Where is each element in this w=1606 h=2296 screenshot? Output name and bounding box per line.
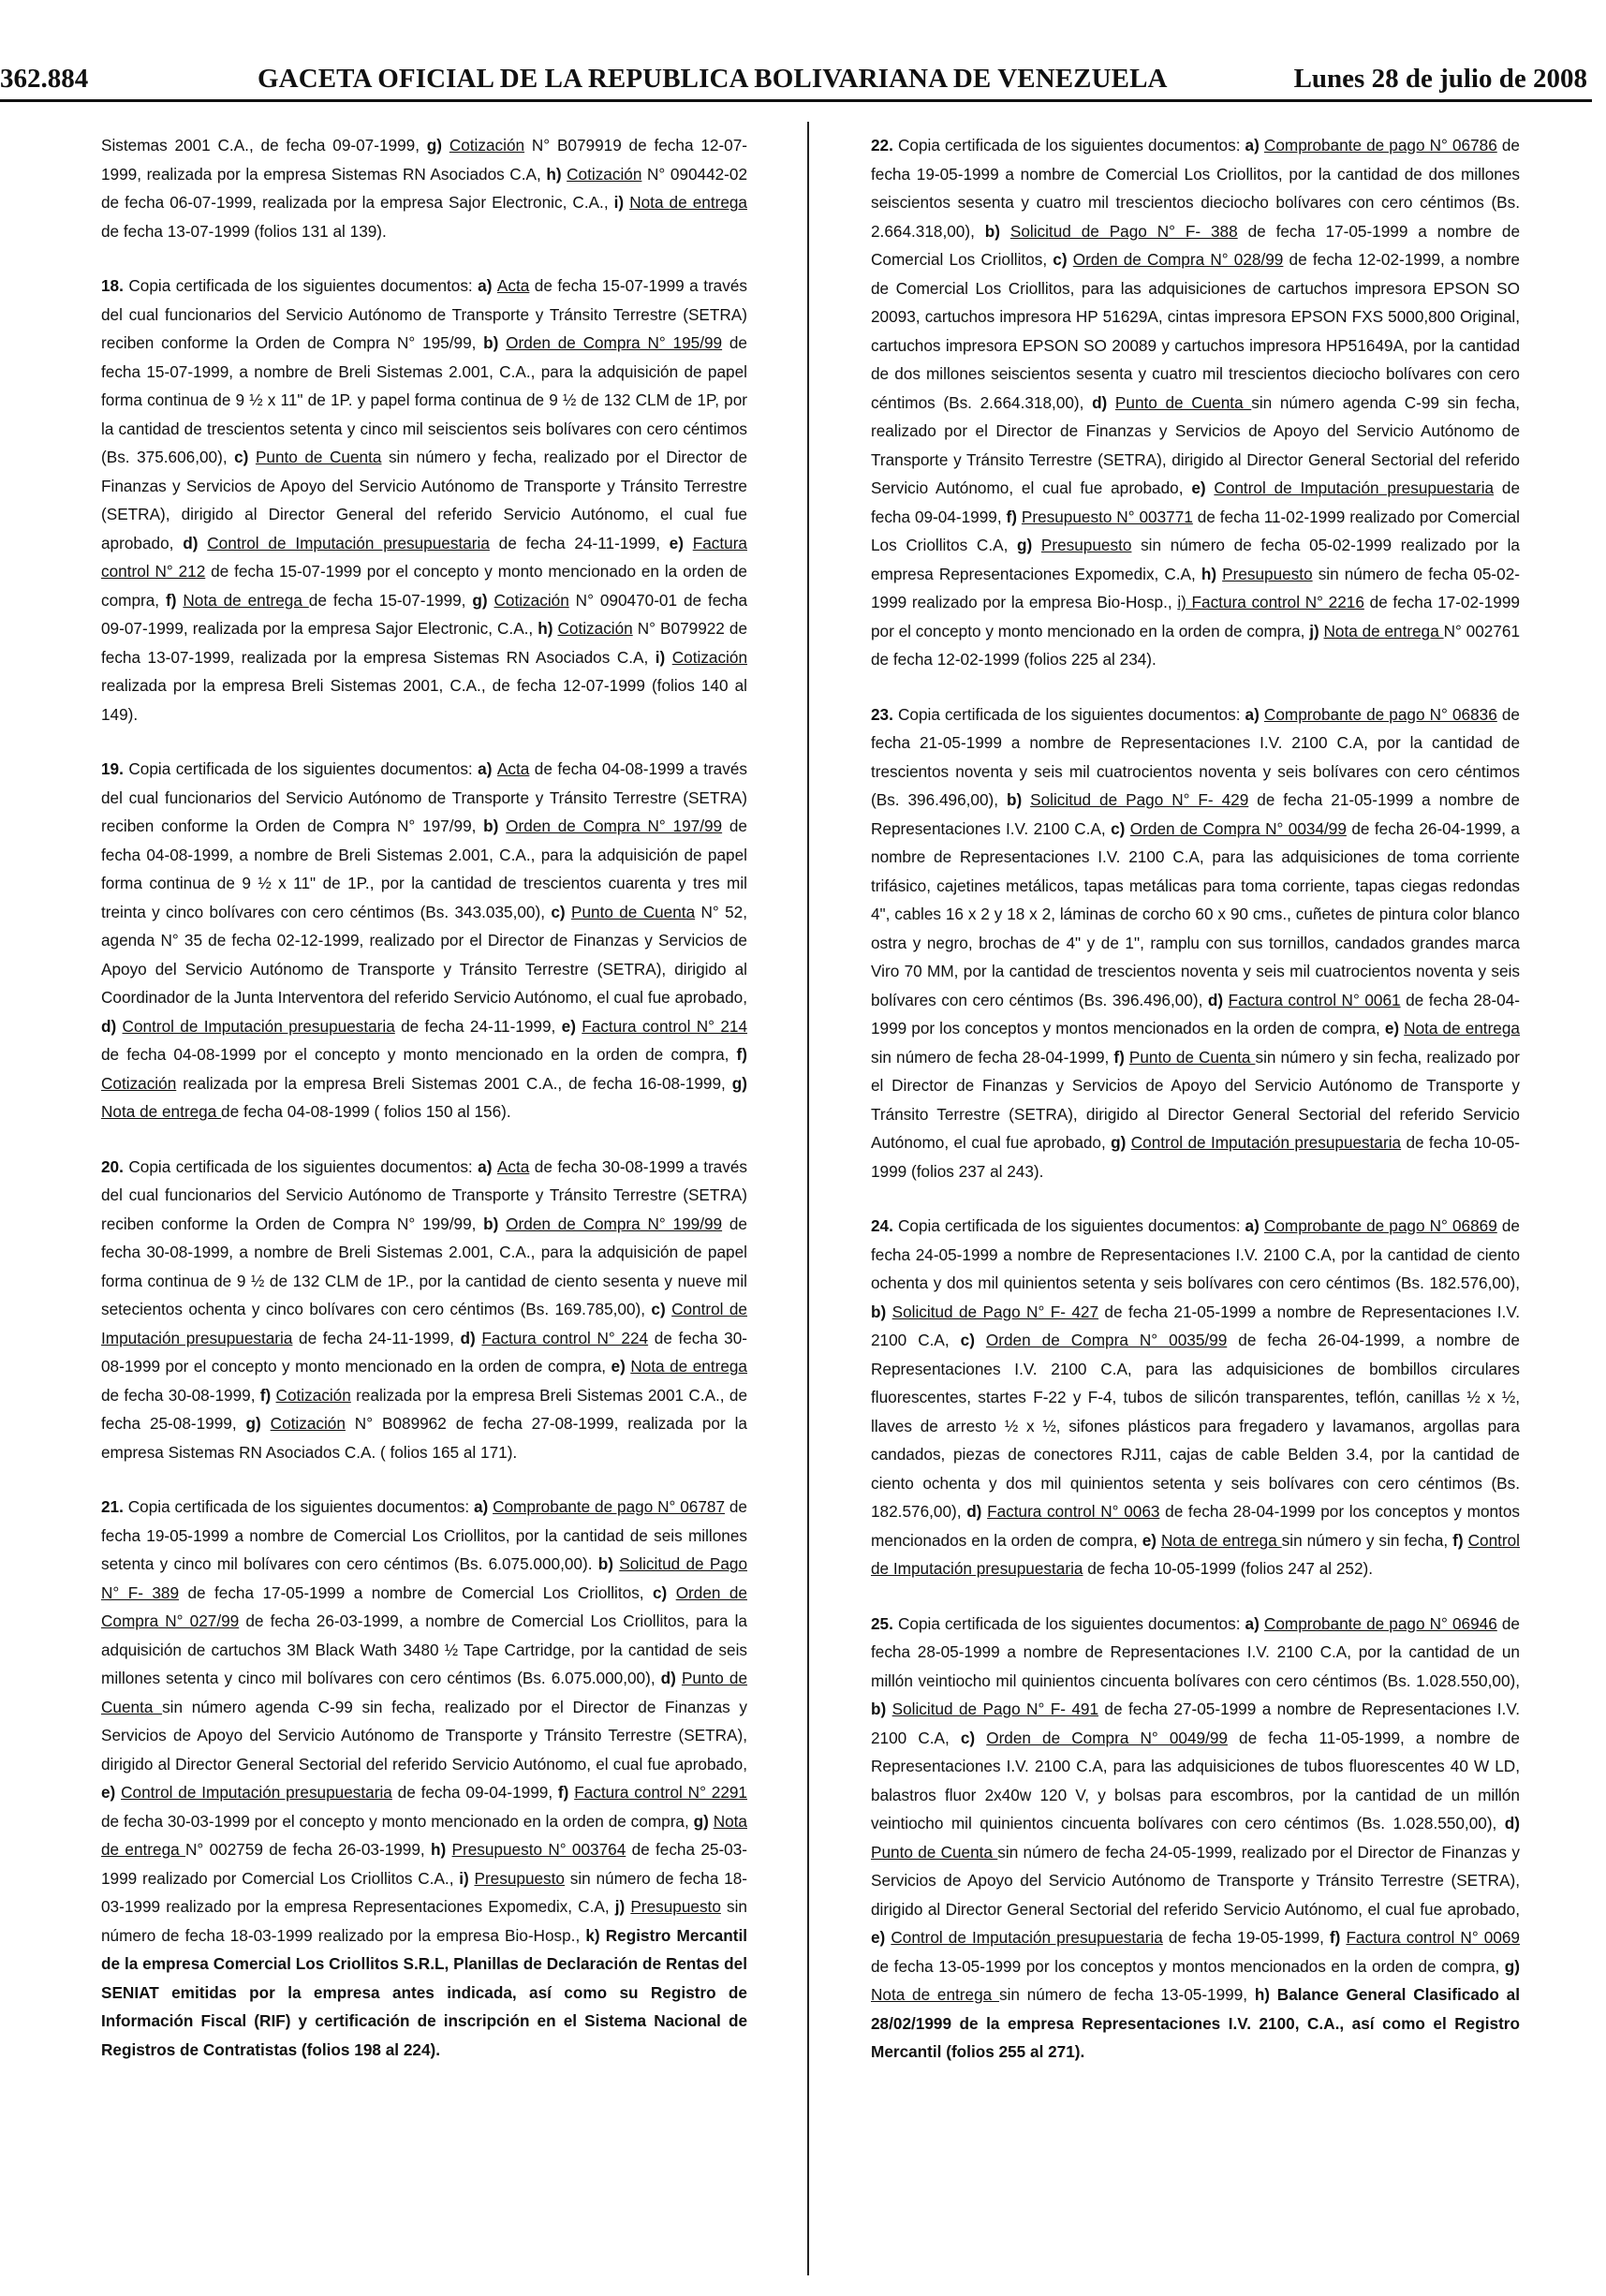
underlined-reference: Control de Imputación presupuestaria bbox=[122, 1016, 395, 1036]
underlined-reference: Cotización bbox=[101, 1073, 177, 1093]
bold-marker: g) bbox=[693, 1811, 714, 1831]
underlined-reference: Orden de Compra N° 027/99 bbox=[101, 1582, 747, 1630]
underlined-reference: Control de Imputación presupuestaria bbox=[871, 1530, 1520, 1578]
underlined-reference: Orden de Compra N° 0049/99 bbox=[986, 1728, 1228, 1747]
text-run: de fecha 30-03-1999 por el concepto y monto mencionado en la orden de compra, bbox=[101, 1811, 694, 1831]
column-divider bbox=[807, 122, 809, 2275]
document-paragraph bbox=[101, 131, 747, 245]
text-run: N° 52, agenda N° 35 de fecha 02-12-1999, realizado por el Director de Finanzas y Servicios de Apoyo del Servicio Autónomo de Transporte y Tránsito Terrestre (SETRA), dirigido al Coordinador de la Junta Interventora del referido Servicio Autónomo, el cual fue aprobado, bbox=[101, 902, 748, 1007]
text-run: de fecha 04-08-1999 por el concepto y monto mencionado en la orden de compra, bbox=[101, 1045, 737, 1064]
text-run: de fecha 12-02-1999, a nombre de Comercial Los Criollitos, para las adquisiciones de cartuchos impresora EPSON SO 20093, cartuchos impresora HP 51629A, cintas impresora EPSON FXS 5000,800 Original, cartuchos impresora EPSON SO 20089 y cartuchos impresora HP51649A, por la cantidad de dos millones seiscientos sesenta y cuatro mil trescientos dieciocho bolívares con cero céntimos (Bs. 2.664.318,00), bbox=[871, 250, 1520, 412]
document-paragraph bbox=[101, 1153, 747, 1467]
text-run: de fecha 17-05-1999 a nombre de Comercial Los Criollitos, bbox=[871, 221, 1521, 269]
bold-marker: k) bbox=[585, 1925, 606, 1945]
text-run: sin número de fecha 24-05-1999, realizado por el Director de Finanzas y Servicios de Apoyo del Servicio Autónomo de Transporte y Tránsito Terrestre (SETRA), dirigido al Director General Sectorial del referido Servicio Autónomo, el cual fue aprobado, bbox=[871, 1842, 1520, 1919]
bold-marker: g) bbox=[731, 1073, 747, 1093]
text-run: de fecha 19-05-1999 a nombre de Comercial Los Criollitos, por la cantidad de dos millones seiscientos sesenta y cuatro mil trescientos dieciocho bolívares con cero céntimos (Bs. 2.664.318,00), bbox=[871, 136, 1520, 241]
text-run: de fecha 24-11-1999, bbox=[489, 533, 670, 552]
text-run: realizada por la empresa Breli Sistemas 2001, C.A., de fecha 12-07-1999 (folios 140 al 149). bbox=[101, 676, 747, 724]
bold-marker: e) bbox=[611, 1357, 631, 1376]
underlined-reference: Comprobante de pago N° 06786 bbox=[1263, 136, 1497, 155]
text-run: realizada por la empresa Breli Sistemas 2001 C.A., de fecha 16-08-1999, bbox=[176, 1073, 732, 1093]
underlined-reference: Factura control N° 212 bbox=[101, 533, 747, 581]
text-run: de fecha 11-02-1999 realizado por Comercial Los Criollitos C.A, bbox=[871, 507, 1520, 554]
bold-marker: h) bbox=[1201, 564, 1223, 583]
text-run: de fecha 30-08-1999 a través del cual funcionarios del Servicio Autónomo de Transporte y Tránsito Terrestre (SETRA) reciben conforme la Orden de Compra N° 199/99, bbox=[101, 1156, 747, 1233]
document-paragraph bbox=[871, 1212, 1520, 1583]
text-run: N° 090442-02 de fecha 06-07-1999, realizada por la empresa Sajor Electronic, C.A., bbox=[101, 164, 748, 212]
text-run: de fecha 17-02-1999 por el concepto y monto mencionado en la orden de compra, bbox=[871, 593, 1520, 640]
text-run: de fecha 04-08-1999 ( folios 150 al 156). bbox=[221, 1102, 511, 1121]
page-header bbox=[0, 0, 1606, 122]
bold-marker: a) bbox=[478, 759, 497, 778]
bold-marker: a) bbox=[1245, 136, 1264, 155]
text-run: N° 002761 de fecha 12-02-1999 (folios 225 al 234). bbox=[871, 621, 1520, 669]
bold-marker: a) bbox=[473, 1497, 494, 1516]
bold-marker: b) bbox=[483, 1214, 507, 1233]
bold-marker: g) bbox=[426, 136, 449, 155]
bold-marker: 22. bbox=[871, 136, 898, 155]
underlined-reference: Control de Imputación presupuestaria bbox=[1214, 478, 1495, 497]
bold-marker: e) bbox=[669, 533, 693, 552]
underlined-reference: Orden de Compra N° 028/99 bbox=[1072, 250, 1284, 269]
text-run: de fecha 09-04-1999, bbox=[871, 478, 1521, 526]
underlined-reference: Nota de entrega bbox=[101, 1102, 222, 1121]
bold-marker: 18. bbox=[101, 276, 129, 295]
bold-marker: d) bbox=[1504, 1814, 1520, 1832]
underlined-reference: Factura control N° 0063 bbox=[987, 1502, 1160, 1521]
text-run: de fecha 24-11-1999, bbox=[292, 1328, 461, 1347]
bold-marker: e) bbox=[101, 1783, 122, 1802]
underlined-reference: Control de Imputación presupuestaria bbox=[101, 1300, 747, 1347]
bold-marker: c) bbox=[960, 1331, 986, 1349]
bold-marker: f) bbox=[259, 1385, 276, 1405]
text-run: de fecha 26-04-1999, a nombre de Representaciones I.V. 2100 C.A, para las adquisiciones de toma corriente trifásico, cajetines metálicos, tapas metálicas para toma corriente, tapas ciegas redondas 4", cables 16 x 2 y 18 x 2, láminas de corcho 60 x 90 cms., cuñetes de pintura color blanco ostra y negro, brochas de 4" y de 1", ramplu con sus tornillos, candados grandes marca Viro 70 MM, por la cantidad de trescientos noventa y seis mil cuatrocientos noventa y seis bolívares con cero céntimos (Bs. 396.496,00), bbox=[871, 818, 1520, 1009]
text-run: de fecha 25-03-1999 realizado por Comercial Los Criollitos C.A., bbox=[101, 1840, 748, 1888]
bold-marker: j) bbox=[614, 1897, 631, 1916]
bold-marker: e) bbox=[1191, 478, 1215, 497]
underlined-reference: Cotización bbox=[270, 1414, 346, 1433]
bold-marker: f) bbox=[1006, 507, 1022, 526]
text-run: de fecha 27-05-1999 a nombre de Representaciones I.V. 2100 C.A, bbox=[871, 1700, 1520, 1747]
underlined-reference: Factura control N° 224 bbox=[481, 1328, 649, 1347]
underlined-reference: Comprobante de pago N° 06787 bbox=[493, 1497, 726, 1516]
underlined-reference: Solicitud de Pago N° F- 427 bbox=[891, 1302, 1099, 1321]
text-run: de fecha 11-05-1999, a nombre de Representaciones I.V. 2100 C.A, para las adquisiciones de tubos fluorescentes 40 W LD, balastros fluor 2x40w 120 V, y bolsas para escombros, por la cantidad de un millón veintiocho mil quinientos cincuenta bolívares con cero céntimos (Bs. 1.028.550,00), bbox=[871, 1728, 1520, 1832]
bold-marker: g) bbox=[1504, 1956, 1520, 1976]
bold-marker: b) bbox=[597, 1554, 620, 1573]
bold-marker: e) bbox=[561, 1016, 582, 1036]
text-run: realizada por la empresa Breli Sistemas 2001 C.A., de fecha 25-08-1999, bbox=[101, 1385, 748, 1433]
bold-marker: a) bbox=[1245, 1216, 1264, 1235]
bold-marker: c) bbox=[1111, 818, 1130, 838]
text-run: de fecha 15-07-1999, bbox=[308, 590, 473, 610]
text-run: de fecha 28-05-1999 a nombre de Representaciones I.V. 2100 C.A, por la cantidad de un millón veintiocho mil quinientos cincuenta bolívares con cero céntimos (Bs. 1.028.550,00), bbox=[871, 1613, 1520, 1690]
underlined-reference: Solicitud de Pago N° F- 491 bbox=[891, 1700, 1099, 1718]
underlined-reference: Comprobante de pago N° 06836 bbox=[1263, 704, 1497, 724]
underlined-reference: Presupuesto N° 003764 bbox=[451, 1840, 626, 1859]
bold-marker: e) bbox=[1142, 1530, 1162, 1550]
bold-marker: b) bbox=[871, 1302, 892, 1321]
bold-marker: 23. bbox=[871, 704, 898, 724]
text-run: sin número y sin fecha, bbox=[1281, 1530, 1453, 1550]
text-run: N° B079919 de fecha 12-07-1999, realizada por la empresa Sistemas RN Asociados C.A, bbox=[101, 136, 748, 184]
text-run: Copia certificada de los siguientes documentos: bbox=[897, 1216, 1245, 1235]
underlined-reference: Orden de Compra N° 0035/99 bbox=[985, 1331, 1228, 1349]
issue-date: Lunes 28 de julio de 2008 bbox=[1293, 64, 1587, 94]
text-run: de fecha 10-05-1999 (folios 247 al 252). bbox=[1083, 1559, 1374, 1578]
underlined-reference: Orden de Compra N° 195/99 bbox=[506, 333, 723, 352]
bold-marker: 21. bbox=[101, 1497, 128, 1516]
underlined-reference: Punto de Cuenta bbox=[570, 902, 696, 921]
text-run: Copia certificada de los siguientes documentos: bbox=[128, 276, 479, 295]
bold-marker: j) bbox=[1309, 621, 1324, 640]
bold-marker: g) bbox=[472, 590, 494, 610]
document-paragraph bbox=[101, 1493, 747, 2064]
text-run: sin número de fecha 13-05-1999, bbox=[998, 1985, 1255, 2004]
underlined-reference: Presupuesto bbox=[630, 1897, 721, 1916]
text-run: Copia certificada de los siguientes documentos: bbox=[128, 759, 479, 778]
underlined-reference: Nota de entrega bbox=[183, 590, 309, 610]
underlined-reference: Solicitud de Pago N° F- 389 bbox=[101, 1554, 747, 1602]
bold-marker: f) bbox=[1113, 1047, 1129, 1067]
text-run: sin número de fecha 18-03-1999 realizado por la empresa Bio-Hosp., bbox=[101, 1897, 747, 1945]
bold-marker: d) bbox=[460, 1328, 482, 1347]
text-run: sin número y fecha, realizado por el Director de Finanzas y Servicios de Apoyo del Servicio Autónomo de Transporte y Tránsito Terrestre (SETRA), dirigido al Director General del referido Servicio Autónomo, el cual fue aprobado, bbox=[101, 448, 748, 552]
bold-marker: c) bbox=[551, 902, 571, 921]
text-run: sin número y sin fecha, realizado por el Director de Finanzas y Servicios de Apoyo del Servicio Autónomo de Transporte y Tránsito Terrestre (SETRA), dirigido al Director General Sectorial del referido Servicio Autónomo, el cual fue aprobado, bbox=[871, 1047, 1520, 1152]
page-number: 362.884 bbox=[0, 64, 89, 94]
text-run: de fecha 30-08-1999, bbox=[101, 1385, 260, 1405]
text-run: de fecha 28-04-1999 por los conceptos y montos mencionados en la orden de compra, bbox=[871, 1502, 1521, 1550]
underlined-reference: Nota de entrega bbox=[101, 1811, 747, 1859]
right-column bbox=[871, 131, 1520, 2093]
bold-marker: d) bbox=[1092, 392, 1115, 412]
bold-marker: c) bbox=[651, 1300, 672, 1318]
bold-marker: b) bbox=[1006, 790, 1031, 809]
document-paragraph bbox=[871, 1610, 1520, 2067]
bold-marker: 20. bbox=[101, 1156, 129, 1176]
bold-marker: a) bbox=[478, 1156, 497, 1176]
text-run: N° 002759 de fecha 26-03-1999, bbox=[185, 1840, 431, 1859]
underlined-reference: Nota de entrega bbox=[871, 1985, 999, 2004]
underlined-reference: Punto de Cuenta bbox=[1114, 392, 1252, 412]
bold-marker: h) bbox=[431, 1840, 452, 1859]
text-run: de fecha 19-05-1999 a nombre de Comercial Los Criollitos, por la cantidad de seis millones setenta y cinco mil bolívares con cero céntimos (Bs. 6.075.000,00). bbox=[101, 1497, 747, 1573]
underlined-reference: Factura control N° 0069 bbox=[1346, 1928, 1520, 1947]
bold-marker: 25. bbox=[871, 1613, 898, 1633]
bold-marker: a) bbox=[1245, 704, 1264, 724]
text-run: de fecha 24-11-1999, bbox=[394, 1016, 562, 1036]
underlined-reference: Punto de Cuenta bbox=[101, 1669, 748, 1716]
text-run: de fecha 04-08-1999, a nombre de Breli Sistemas 2.001, C.A., para la adquisición de papel forma continua de 9 ½ x 11" de 1P., por la cantidad de trescientos cuarenta y tres mil treinta y cinco bolívares con cero céntimos (Bs. 343.035,00), bbox=[101, 817, 747, 921]
bold-marker: d) bbox=[183, 533, 208, 552]
underlined-reference: Punto de Cuenta bbox=[1128, 1047, 1256, 1067]
bold-marker: h) bbox=[538, 619, 558, 638]
text-run: sin número agenda C-99 sin fecha, realizado por el Director de Finanzas y Servicios de Apoyo del Servicio Autónomo de Transporte y Tránsito Terrestre (SETRA), dirigido al Director General Sectorial del referido Servicio Autónomo, el cual fue aprobado, bbox=[101, 1697, 747, 1774]
bold-marker: f) bbox=[736, 1045, 747, 1064]
underlined-reference: Control de Imputación presupuestaria bbox=[891, 1928, 1163, 1947]
text-run: Sistemas 2001 C.A., de fecha 09-07-1999, bbox=[101, 136, 427, 155]
bold-marker: g) bbox=[245, 1414, 271, 1433]
text-run: de fecha 28-04-1999 por los conceptos y montos mencionados en la orden de compra, bbox=[871, 990, 1521, 1038]
document-paragraph bbox=[871, 131, 1520, 674]
text-run: de fecha 09-04-1999, bbox=[391, 1783, 558, 1802]
text-run: Copia certificada de los siguientes documentos: bbox=[127, 1497, 474, 1516]
text-run: de fecha 15-07-1999 a través del cual funcionarios del Servicio Autónomo de Transporte y Tránsito Terrestre (SETRA) reciben conforme la Orden de Compra N° 195/99, bbox=[101, 276, 747, 352]
bold-marker: g) bbox=[1111, 1133, 1131, 1152]
text-run: de fecha 21-05-1999 a nombre de Representaciones I.V. 2100 C.A, por la cantidad de trescientos noventa y seis mil cuatrocientos noventa y seis bolívares con cero céntimos (Bs. 396.496,00), bbox=[871, 704, 1520, 809]
underlined-reference: Control de Imputación presupuestaria bbox=[1130, 1133, 1402, 1152]
text-run: de fecha 21-05-1999 a nombre de Representaciones I.V. 2100 C.A, bbox=[871, 790, 1520, 838]
underlined-reference: Orden de Compra N° 0034/99 bbox=[1129, 818, 1347, 838]
bold-marker: h) Balance General Clasificado al 28/02/1999 de la empresa Representaciones I.V. 2100, C.A., así como el Registro Mercantil (folios 255 al 271). bbox=[871, 1985, 1520, 2061]
bold-marker: f) bbox=[1329, 1928, 1347, 1947]
bold-marker: b) bbox=[483, 817, 507, 835]
underlined-reference: Solicitud de Pago N° F- 429 bbox=[1030, 790, 1249, 809]
bold-marker: d) bbox=[966, 1502, 988, 1521]
underlined-reference: Punto de Cuenta bbox=[255, 448, 382, 466]
underlined-reference: Cotización bbox=[275, 1385, 351, 1405]
bold-marker: b) bbox=[483, 333, 507, 352]
document-paragraph bbox=[101, 755, 747, 1126]
bold-marker: d) bbox=[101, 1016, 123, 1036]
document-paragraph bbox=[101, 272, 747, 729]
text-run: de fecha 17-05-1999 a nombre de Comercial Los Criollitos, bbox=[179, 1582, 653, 1602]
text-run: Copia certificada de los siguientes documentos: bbox=[128, 1156, 479, 1176]
text-run: de fecha 19-05-1999, bbox=[1162, 1928, 1330, 1947]
bold-marker: a) bbox=[1245, 1613, 1264, 1633]
text-run: N° 090470-01 de fecha 09-07-1999, realizada por la empresa Sajor Electronic, C.A., bbox=[101, 590, 748, 638]
underlined-reference: Control de Imputación presupuestaria bbox=[207, 533, 490, 552]
text-run: de fecha 30-08-1999, a nombre de Breli Sistemas 2.001, C.A., para la adquisición de papel forma continua de 9 ½ de 132 CLM de 1P., por la cantidad de ciento sesenta y nueve mil setecientos ochenta y cinco bolívares con cero céntimos (Bs. 169.785,00), bbox=[101, 1214, 747, 1318]
text-run: N° B079922 de fecha 13-07-1999, realizada por la empresa Sistemas RN Asociados C.A, bbox=[101, 619, 748, 667]
underlined-reference: Acta bbox=[496, 759, 530, 778]
text-run: sin número agenda C-99 sin fecha, realizado por el Director de Finanzas y Servicios de Apoyo del Servicio Autónomo de Transporte y Tránsito Terrestre (SETRA), dirigido al Director General Sectorial del referido Servicio Autónomo, el cual fue aprobado, bbox=[871, 392, 1521, 497]
bold-marker: e) bbox=[871, 1928, 891, 1947]
underlined-reference: Presupuesto bbox=[1222, 564, 1313, 583]
bold-marker: 24. bbox=[871, 1216, 898, 1235]
bold-marker: i) bbox=[459, 1868, 475, 1888]
bold-marker: f) bbox=[166, 590, 184, 610]
text-run: de fecha 10-05-1999 (folios 237 al 243). bbox=[871, 1133, 1521, 1181]
underlined-reference: Orden de Compra N° 199/99 bbox=[506, 1214, 723, 1233]
underlined-reference: Cotización bbox=[671, 647, 747, 667]
underlined-reference: Acta bbox=[496, 1156, 530, 1176]
text-run: de fecha 26-04-1999, a nombre de Representaciones I.V. 2100 C.A, para las adquisiciones de bombillos circulares fluorescentes, startes F-22 y F-4, tubos de silicón transparentes, teflón, canillas ½ x ½, llaves de arresto ½ x ½, sifones plásticos para fregadero y lavamanos, argollas para candados, piezas de conectores RJ11, cajas de cable Belden 3.4, por la cantidad de ciento ochenta y dos mil quinientos setenta y seis bolívares con cero céntimos (Bs. 182.576,00), bbox=[871, 1331, 1520, 1521]
bold-marker: c) bbox=[1053, 250, 1073, 269]
bold-marker: i) bbox=[655, 647, 672, 667]
bold-marker: f) bbox=[1452, 1530, 1468, 1550]
underlined-reference: Factura control N° 214 bbox=[582, 1016, 748, 1036]
text-run: N° B089962 de fecha 27-08-1999, realizada por la empresa Sistemas RN Asociados C.A. ( folios 165 al 171). bbox=[101, 1414, 747, 1462]
bold-marker: b) bbox=[871, 1700, 892, 1718]
underlined-reference: Nota de entrega bbox=[630, 1357, 747, 1376]
text-run: Copia certificada de los siguientes documentos: bbox=[897, 704, 1245, 724]
bold-marker: b) bbox=[984, 221, 1010, 241]
underlined-reference: Cotización bbox=[557, 619, 633, 638]
underlined-reference: Cotización bbox=[449, 136, 525, 155]
underlined-reference: Nota de entrega bbox=[1161, 1530, 1282, 1550]
text-run: Copia certificada de los siguientes documentos: bbox=[897, 1613, 1245, 1633]
underlined-reference: Comprobante de pago N° 06869 bbox=[1263, 1216, 1497, 1235]
underlined-reference: Cotización bbox=[494, 590, 569, 610]
text-run: sin número de fecha 05-02-1999 realizado por la empresa Bio-Hosp., bbox=[871, 564, 1520, 611]
bold-marker: g) bbox=[1017, 536, 1041, 554]
text-run: sin número de fecha 28-04-1999, bbox=[871, 1047, 1114, 1067]
underlined-reference: Presupuesto N° 003771 bbox=[1021, 507, 1193, 526]
underlined-reference: Presupuesto bbox=[1040, 536, 1132, 554]
bold-marker: e) bbox=[1384, 1019, 1405, 1038]
underlined-reference: Acta bbox=[496, 276, 530, 295]
underlined-reference: Nota de entrega bbox=[1323, 621, 1444, 640]
underlined-reference: Factura control N° 2291 bbox=[574, 1783, 747, 1802]
underlined-reference: Solicitud de Pago N° F- 388 bbox=[1009, 221, 1238, 241]
text-run: sin número de fecha 05-02-1999 realizado por la empresa Representaciones Expomedix, C.A, bbox=[871, 536, 1520, 583]
bold-marker: d) bbox=[660, 1669, 682, 1687]
bold-marker: d) bbox=[1207, 990, 1229, 1009]
underlined-reference: Presupuesto bbox=[474, 1868, 565, 1888]
bold-marker: c) bbox=[234, 448, 256, 466]
text-run: Copia certificada de los siguientes documentos: bbox=[897, 136, 1245, 155]
text-run: de fecha 21-05-1999 a nombre de Representaciones I.V. 2100 C.A, bbox=[871, 1302, 1520, 1349]
bold-marker: a) bbox=[478, 276, 497, 295]
underlined-reference: Control de Imputación presupuestaria bbox=[121, 1783, 392, 1802]
bold-marker: Registro Mercantil de la empresa Comercial Los Criollitos S.R.L, Planillas de Declaración de Rentas del SENIAT emitidas por la empresa antes indicada, así como su Registro de Información Fiscal (RIF) y certificación de inscripción en el Sistema Nacional de Registros de Contratistas (folios 198 al 224). bbox=[101, 1925, 747, 2059]
text-run: de fecha 13-05-1999 por los conceptos y montos mencionados en la orden de compra, bbox=[871, 1956, 1505, 1976]
underlined-reference: Punto de Cuenta bbox=[871, 1842, 998, 1862]
gazette-title: GACETA OFICIAL DE LA REPUBLICA BOLIVARIANA DE VENEZUELA bbox=[258, 64, 1168, 94]
header-rule bbox=[0, 99, 1592, 102]
underlined-reference: Comprobante de pago N° 06946 bbox=[1263, 1613, 1497, 1633]
bold-marker: f) bbox=[557, 1783, 575, 1802]
underlined-reference: Cotización bbox=[567, 164, 642, 184]
underlined-reference: Nota de entrega bbox=[629, 193, 747, 212]
text-run: de fecha 15-07-1999 por el concepto y monto mencionado en la orden de compra, bbox=[101, 562, 747, 610]
left-column bbox=[101, 131, 747, 2090]
text-run: de fecha 15-07-1999, a nombre de Breli Sistemas 2.001, C.A., para la adquisición de papel forma continua de 9 ½ x 11" de 1P. y papel forma continua de 9 ½ de 132 CLM de 1P, por la cantidad de trescientos setenta y cinco mil seiscientos seis bolívares con cero céntimos (Bs. 375.606,00), bbox=[101, 333, 747, 466]
text-run: de fecha 13-07-1999 (folios 131 al 139). bbox=[101, 221, 387, 241]
text-run: de fecha 04-08-1999 a través del cual funcionarios del Servicio Autónomo de Transporte y Tránsito Terrestre (SETRA) reciben conforme la Orden de Compra N° 197/99, bbox=[101, 759, 747, 835]
text-run: de fecha 26-03-1999, a nombre de Comercial Los Criollitos, para la adquisición de cartuchos 3M Black Wath 3480 ½ Tape Cartridge, por la cantidad de seis millones setenta y cinco mil bolívares con cero céntimos (Bs. 6.075.000,00), bbox=[101, 1612, 747, 1687]
document-paragraph bbox=[871, 700, 1520, 1186]
underlined-reference: Orden de Compra N° 197/99 bbox=[506, 817, 723, 835]
underlined-reference: Factura control N° 0061 bbox=[1228, 990, 1401, 1009]
text-run: de fecha 24-05-1999 a nombre de Representaciones I.V. 2100 C.A, por la cantidad de ciento ochenta y dos mil quinientos setenta y seis bolívares con cero céntimos (Bs. 182.576,00), bbox=[871, 1216, 1520, 1292]
bold-marker: c) bbox=[652, 1582, 676, 1602]
underlined-reference: i) Factura control N° 2216 bbox=[1177, 593, 1364, 611]
bold-marker: c) bbox=[960, 1728, 987, 1747]
text-run: de fecha 30-08-1999 por el concepto y monto mencionado en la orden de compra, bbox=[101, 1328, 747, 1376]
bold-marker: h) bbox=[546, 164, 567, 184]
bold-marker: 19. bbox=[101, 759, 129, 778]
underlined-reference: Nota de entrega bbox=[1404, 1019, 1520, 1038]
text-run: sin número de fecha 18-03-1999 realizado por la empresa Representaciones Expomedix, C.A, bbox=[101, 1868, 747, 1916]
bold-marker: i) bbox=[613, 193, 630, 212]
